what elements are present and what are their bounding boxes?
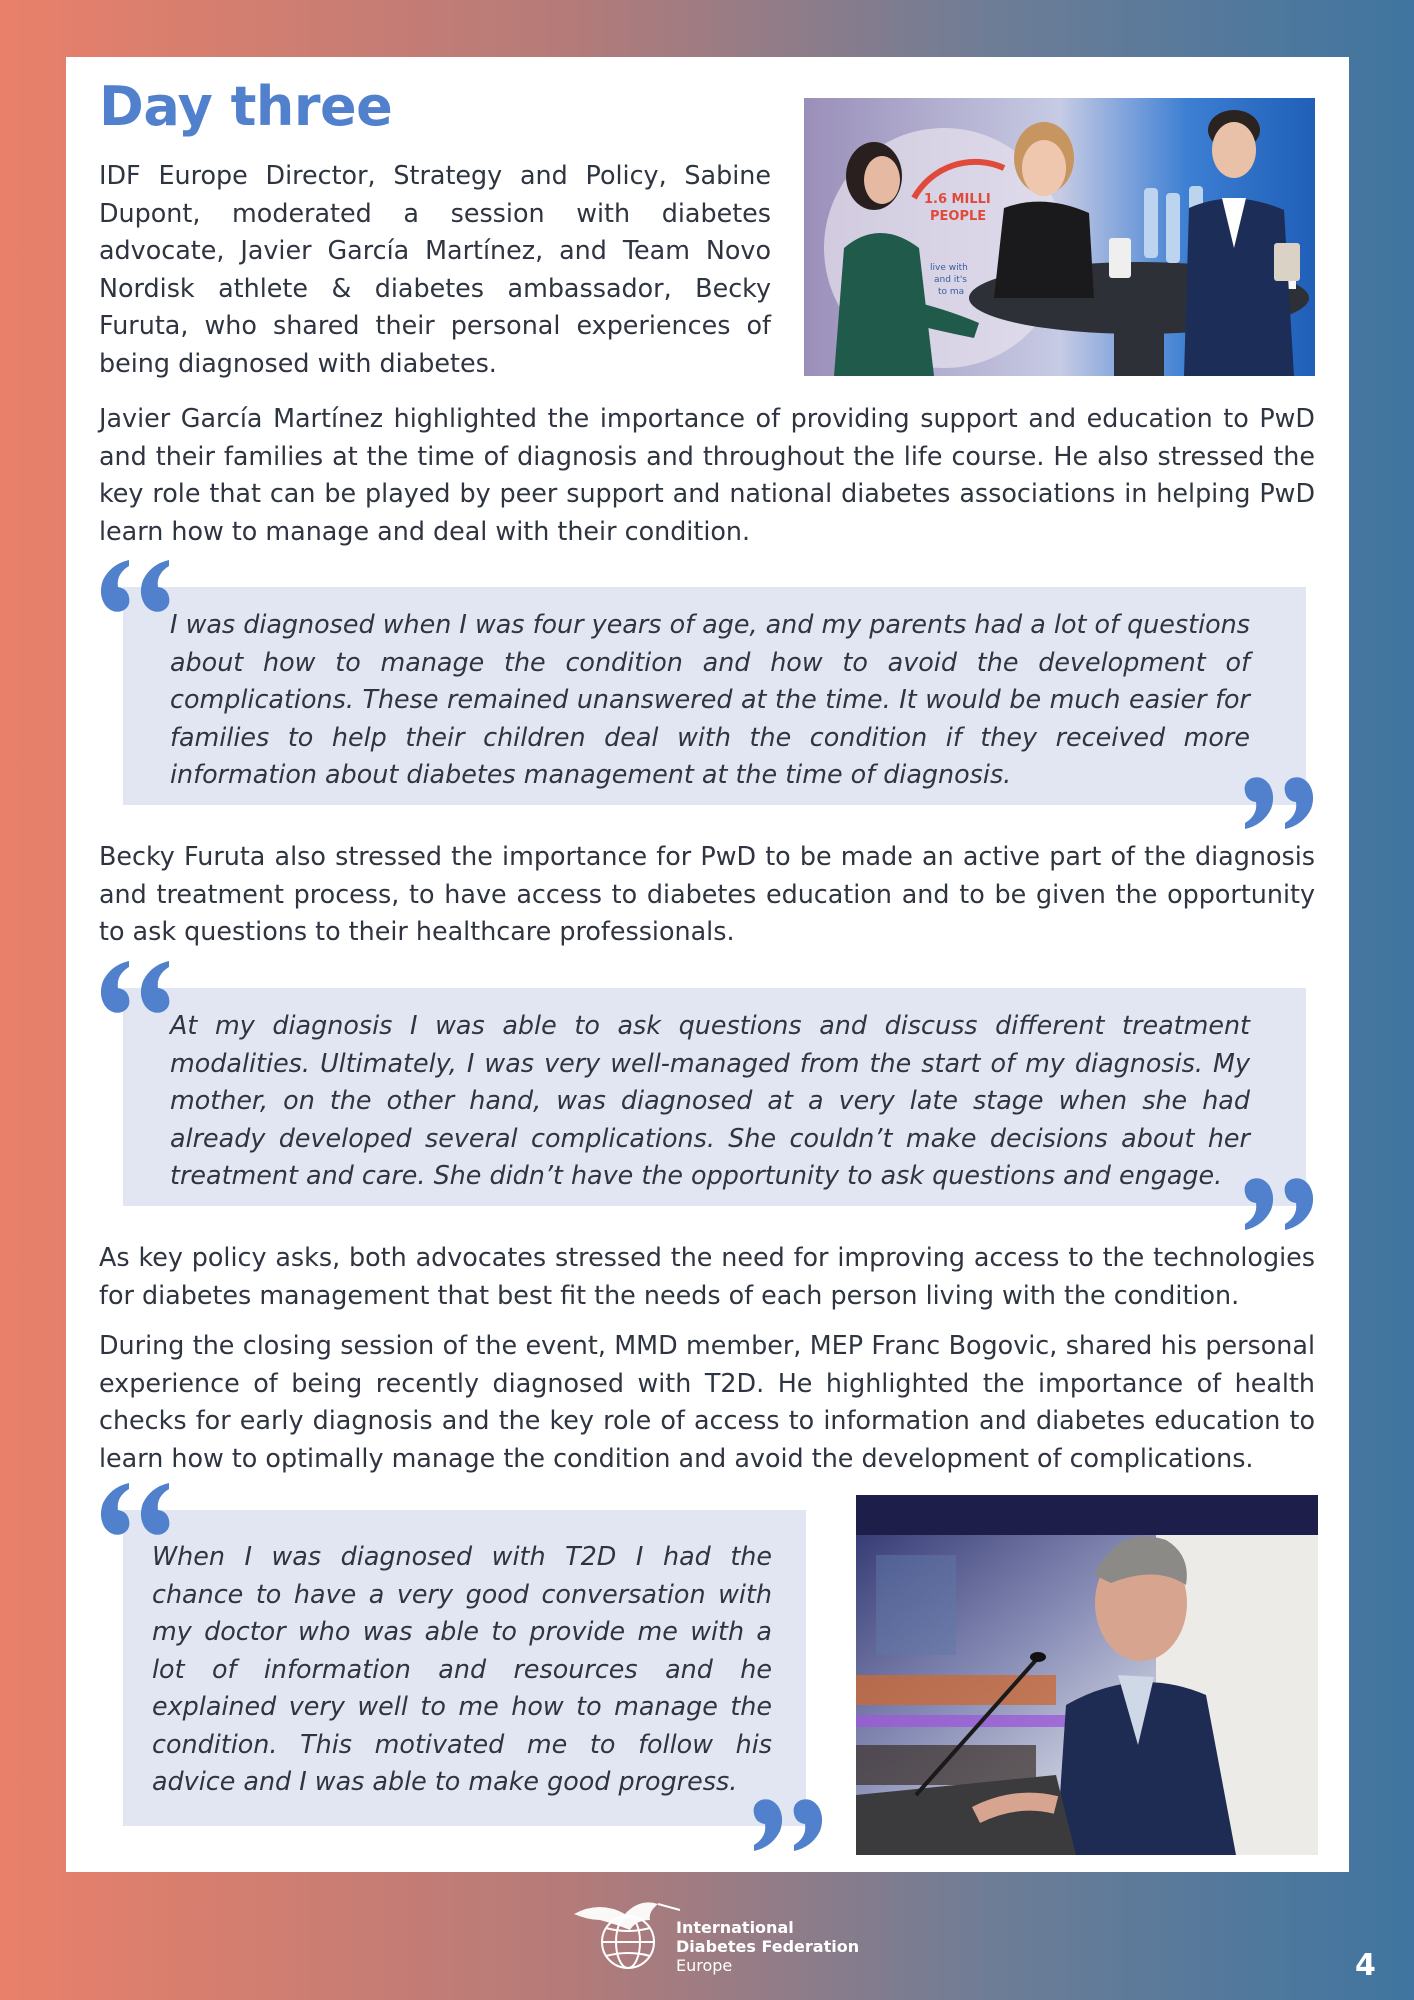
banner-text-2: PEOPLE (930, 209, 987, 224)
quote-1-text: I was diagnosed when I was four years of age, and my parents had a lot of questions about how to manage the condition and how to avoid the development of complications. These remained unanswered at the time. It would be much easier for families to help their children deal with the condition if they received more information about diabetes management at the time of diagnosis. (170, 609, 1250, 789)
speaker-photo-illustration (856, 1495, 1318, 1855)
quote-close-icon (1243, 1176, 1315, 1230)
quote-open-icon (99, 961, 171, 1015)
quote-open-icon (99, 560, 171, 614)
banner-text-5: to ma (938, 287, 965, 297)
quote-close-icon (752, 1797, 824, 1851)
banner-text-4: and it's (934, 275, 967, 285)
panel-discussion-photo (804, 98, 1315, 376)
quote-3-text: When I was diagnosed with T2D I had the chance to have a very good conversation with my doctor who was able to provide me with a lot of information and resources and he explained very well to me how to manage the condition. This motivated me to follow his advice and I was able to make good progress. (152, 1541, 772, 1796)
becky-paragraph: Becky Furuta also stressed the importance for PwD to be made an active part of the diagnosis and treatment process, to have access to diabetes education and to be given the opportunity to ask questions to their healthcare professionals. (99, 841, 1315, 946)
quote-close-icon (1243, 775, 1315, 829)
org-name-line-1: International (676, 1918, 794, 1937)
org-name-line-3: Europe (676, 1956, 733, 1975)
closing-paragraph: During the closing session of the event, MMD member, MEP Franc Bogovic, shared his personal experience of being recently diagnosed with T2D. He highlighted the importance of health checks for early diagnosis and the key role of access to information and diabetes education to learn how to optimally manage the condition and avoid the development of complications. (99, 1330, 1315, 1473)
speaker-photo (856, 1495, 1318, 1855)
javier-paragraph: Javier García Martínez highlighted the importance of providing support and education to PwD and their families at the time of diagnosis and throughout the life course. He also stressed the key role that can be played by peer support and national diabetes associations in helping PwD learn how to manage and deal with their condition. (99, 403, 1315, 546)
policy-paragraph: As key policy asks, both advocates stressed the need for improving access to the technologies for diabetes management that best fit the needs of each person living with the condition. (99, 1242, 1315, 1310)
intro-paragraph: IDF Europe Director, Strategy and Policy, Sabine Dupont, moderated a session with diabetes advocate, Javier García Martínez, and Team Novo Nordisk athlete & diabetes ambassador, Becky Furuta, who shared their personal experiences of being diagnosed with diabetes. (99, 160, 771, 378)
org-name (676, 1918, 859, 1975)
page-title: Day three (99, 75, 393, 138)
banner-text-1: 1.6 MILLI (924, 192, 991, 207)
quote-2-text: At my diagnosis I was able to ask questions and discuss different treatment modalities. Ultimately, I was very well-managed from the start of my diagnosis. My mother, on the other hand, was diagnosed at a very late stage when she had already developed several complications. She couldn’t make decisions about her treatment and care. She didn’t have the opportunity to ask questions and engage. (170, 1010, 1250, 1190)
quote-open-icon (99, 1483, 171, 1537)
panel-photo-illustration (804, 98, 1315, 376)
org-name-line-2: Diabetes Federation (676, 1937, 860, 1956)
page-number: 4 (1355, 1948, 1376, 1983)
content-page (66, 57, 1349, 1872)
banner-text-3: live with (930, 263, 968, 273)
